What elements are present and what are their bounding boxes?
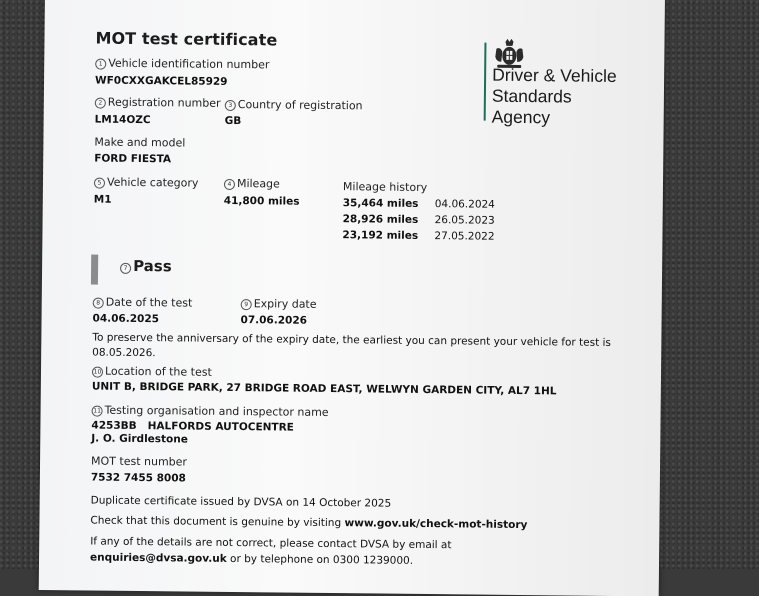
test-number-value: 7532 7455 8008 xyxy=(90,471,186,485)
vin-label-text: Vehicle identification number xyxy=(108,56,270,72)
field-number-icon: 2 xyxy=(95,98,106,109)
test-number-label: MOT test number xyxy=(91,454,188,469)
history-date-2: 26.05.2023 xyxy=(434,214,495,227)
field-number-icon: 11 xyxy=(92,406,103,417)
test-date-label-text: Date of the test xyxy=(105,295,193,310)
contact-text-1: If any of the details are not correct, please contact DVSA by email at xyxy=(90,535,452,552)
field-number-icon: 8 xyxy=(93,298,104,309)
country-label xyxy=(225,98,363,112)
country-label-text: Country of registration xyxy=(237,98,363,113)
duplicate-notice: Duplicate certificate issued by DVSA on 14 October 2025 xyxy=(90,494,392,510)
agency-name-line2: Standards xyxy=(491,85,572,107)
test-result-text: Pass xyxy=(133,256,172,276)
reg-value: LM14OZC xyxy=(94,113,151,127)
page-title: MOT test certificate xyxy=(95,28,278,50)
test-date-label xyxy=(93,296,193,310)
history-miles-3: 23,192 miles xyxy=(342,229,419,242)
vin-label xyxy=(95,57,269,72)
history-date-3: 27.05.2022 xyxy=(434,230,495,243)
location-label xyxy=(92,365,212,379)
field-number-icon: 5 xyxy=(94,178,105,189)
location-value: UNIT B, BRIDGE PARK, 27 BRIDGE ROAD EAST, WELWYN GARDEN CITY, AL7 1HL xyxy=(91,380,557,398)
history-miles-2: 28,926 miles xyxy=(342,213,419,226)
preserve-text-2: 08.05.2026. xyxy=(92,346,156,360)
contact-email-link[interactable]: enquiries@dvsa.gov.uk xyxy=(89,551,227,565)
check-genuine-text xyxy=(90,515,527,532)
inspector-name: J. O. Girdlestone xyxy=(91,432,188,446)
check-prefix: Check that this document is genuine by visiting xyxy=(90,514,342,530)
category-value: M1 xyxy=(93,193,112,206)
field-number-icon: 3 xyxy=(225,100,236,111)
expiry-value: 07.06.2026 xyxy=(240,314,308,327)
category-label-text: Vehicle category xyxy=(106,175,199,190)
test-date-value: 04.06.2025 xyxy=(92,312,160,326)
agency-name-line1: Driver & Vehicle xyxy=(492,64,617,86)
make-value: FORD FIESTA xyxy=(94,152,172,166)
field-number-icon: 9 xyxy=(241,299,252,310)
expiry-label xyxy=(241,297,317,311)
result-bar xyxy=(91,254,98,284)
vin-value: WF0CXXGAKCEL85929 xyxy=(94,74,228,88)
field-number-icon: 1 xyxy=(95,59,106,70)
org-label-text: Testing organisation and inspector name xyxy=(104,403,329,419)
field-number-icon: 7 xyxy=(120,263,131,274)
test-result xyxy=(120,257,172,276)
mot-certificate xyxy=(39,0,665,596)
mileage-label xyxy=(224,177,280,191)
mileage-label-text: Mileage xyxy=(236,177,280,191)
field-number-icon: 4 xyxy=(224,179,235,190)
history-miles-1: 35,464 miles xyxy=(342,197,419,210)
agency-name-line3: Agency xyxy=(491,106,551,128)
reg-label-text: Registration number xyxy=(107,95,221,110)
field-number-icon: 10 xyxy=(92,367,103,378)
org-label xyxy=(92,404,329,419)
org-value: 4253BB HALFORDS AUTOCENTRE xyxy=(91,419,294,434)
location-label-text: Location of the test xyxy=(104,364,212,379)
preserve-text-1: To preserve the anniversary of the expiry date, the earliest you can present your vehicle for test is xyxy=(92,331,612,349)
country-value: GB xyxy=(224,114,242,128)
mileage-history-label: Mileage history xyxy=(342,180,428,195)
reg-label xyxy=(95,96,221,110)
contact-phone-text: or by telephone on 0300 1239000. xyxy=(226,552,414,567)
check-url-link[interactable]: www.gov.uk/check-mot-history xyxy=(344,517,528,532)
expiry-label-text: Expiry date xyxy=(253,297,317,311)
history-date-1: 04.06.2024 xyxy=(434,198,495,211)
make-label: Make and model xyxy=(94,135,186,150)
contact-text-2 xyxy=(90,552,413,567)
agency-rule xyxy=(484,43,487,121)
mileage-value: 41,800 miles xyxy=(223,194,300,208)
category-label xyxy=(94,176,199,190)
